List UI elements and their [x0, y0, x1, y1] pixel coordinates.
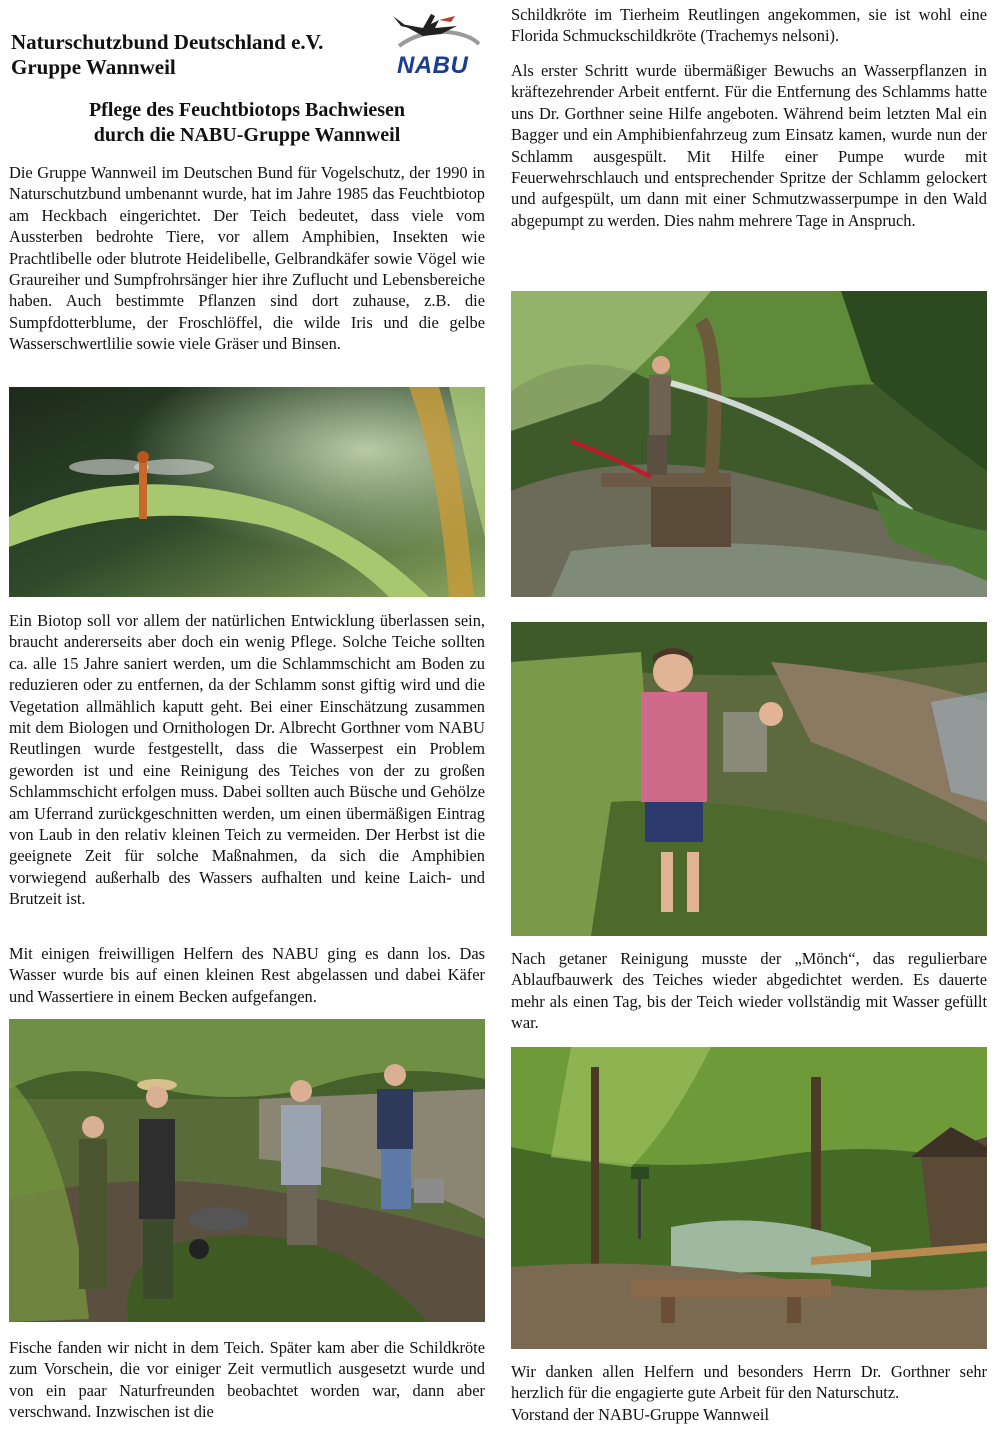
org-line-1: Naturschutzbund Deutschland e.V.: [11, 30, 324, 54]
paragraph-thanks: Wir danken allen Helfern und besonders Herrn Dr. Gorthner sehr herzlich für die engagierte gute Arbeit für den Naturschutz.: [511, 1362, 987, 1403]
paragraph-turtle: Schildkröte im Tierheim Reutlingen angekommen, sie ist wohl eine Florida Schmuckschildkröte (Trachemys nelsoni).: [511, 5, 987, 46]
title-line-2: durch die NABU-Gruppe Wannweil: [93, 124, 401, 146]
paragraph-care: Ein Biotop soll vor allem der natürlichen Entwicklung überlassen sein, braucht andererseits aber doch ein wenig Pflege. Solche Teiche sollten ca. alle 15 Jahre saniert werden, um die Schlammschicht am Boden zu reduzieren oder zu entfernen, da der Schlamm sonst giftig wird und die Vegetation allmählich kaputt geht. Bei einer Einschätzung zusammen mit dem Biologen und Ornithologen Dr. Albrecht Gorthner vom NABU Reutlingen wurde festgestellt, dass die Wasserpest ein Problem geworden ist und eine Reinigung des Teiches von der zu großen Schlammschicht erfolgen muss. Dabei sollten auch Büsche und Gehölze am Uferrand zurückgeschnitten werden, um einen übermäßigen Eintrag von Laub in den relativ kleinen Teich zu vermeiden. Der Herbst ist die geeignete Zeit für solche Maßnahmen, da sich die Amphibien vorwiegend außerhalb des Wassers aufhalten und keine Laich- und Brutzeit ist.: [9, 611, 485, 909]
paragraph-mud-removal: Als erster Schritt wurde übermäßiger Bewuchs an Wasserpflanzen in kräftezehrender Arbeit entfernt. Für die Entfernung des Schlamms hatte uns Dr. Gorthner seine Hilfe angeboten. Während beim letzten Mal ein Bagger und ein Amphibienfahrzeug zum Einsatz kamen, wurde nun der Schlamm ausgespült. Mit Hilfe einer Pumpe wurde mit Feuerwehrschlauch und entsprechender Spritze der Schlamm gelockert und aufgespült, um dann mit einer Schmutzwasserpumpe in den Wald abgepumpt zu werden. Dies nahm mehrere Tage in Anspruch.: [511, 61, 987, 230]
nabu-logo: [379, 6, 483, 78]
photo-hose-spraying: [511, 291, 987, 597]
photo-dragonfly: [9, 387, 485, 597]
photo-volunteers: [9, 1019, 485, 1322]
logo-text: NABU: [397, 52, 469, 79]
paragraph-volunteers: Mit einigen freiwilligen Helfern des NABU ging es dann los. Das Wasser wurde bis auf einen kleinen Rest abgelassen und dabei Käfer und Wassertiere in einem Becken aufgefangen.: [9, 944, 485, 1006]
article-title: [9, 98, 485, 148]
organization-name: [11, 30, 323, 80]
paragraph-intro: Die Gruppe Wannweil im Deutschen Bund für Vogelschutz, der 1990 in Naturschutzbund umbenannt wurde, hat im Jahre 1985 das Feuchtbiotop am Heckbach eingerichtet. Der Teich bedeutet, dass viele vom Aussterben bedrohte Tiere, vor allem Amphibien, Insekten wie Prachtlibelle oder blutrote Heidelibelle, Gelbrandkäfer sowie Vögel wie Graureiher und Sumpfrohrsänger hier ihre Zuflucht und Lebensbereiche haben. Auch bestimmte Pflanzen sind dort zuhause, z.B. die Sumpfdotterblume, der Froschlöffel, die wilde Iris und die gelbe Wasserschwertlilie sowie viele Gräser und Binsen.: [9, 163, 485, 354]
title-line-1: Pflege des Feuchtbiotops Bachwiesen: [88, 99, 406, 121]
photo-finished-pond: [511, 1047, 987, 1349]
signature: Vorstand der NABU-Gruppe Wannweil: [511, 1405, 769, 1424]
org-line-2: Gruppe Wannweil: [11, 55, 176, 79]
photo-plant-removal: [511, 622, 987, 936]
paragraph-fish: Fische fanden wir nicht in dem Teich. Später kam aber die Schildkröte zum Vorschein, die vor einiger Zeit vermutlich ausgesetzt wurde und von ein paar Naturfreunden beobachtet worden war, dann aber verschwand. Inzwischen ist die: [9, 1338, 485, 1422]
paragraph-monk: Nach getaner Reinigung musste der „Mönch“, das regulierbare Ablaufbauwerk des Teiches wieder abgedichtet werden. Es dauerte mehr als einen Tag, bis der Teich wieder vollständig mit Wasser gefüllt war.: [511, 949, 987, 1033]
